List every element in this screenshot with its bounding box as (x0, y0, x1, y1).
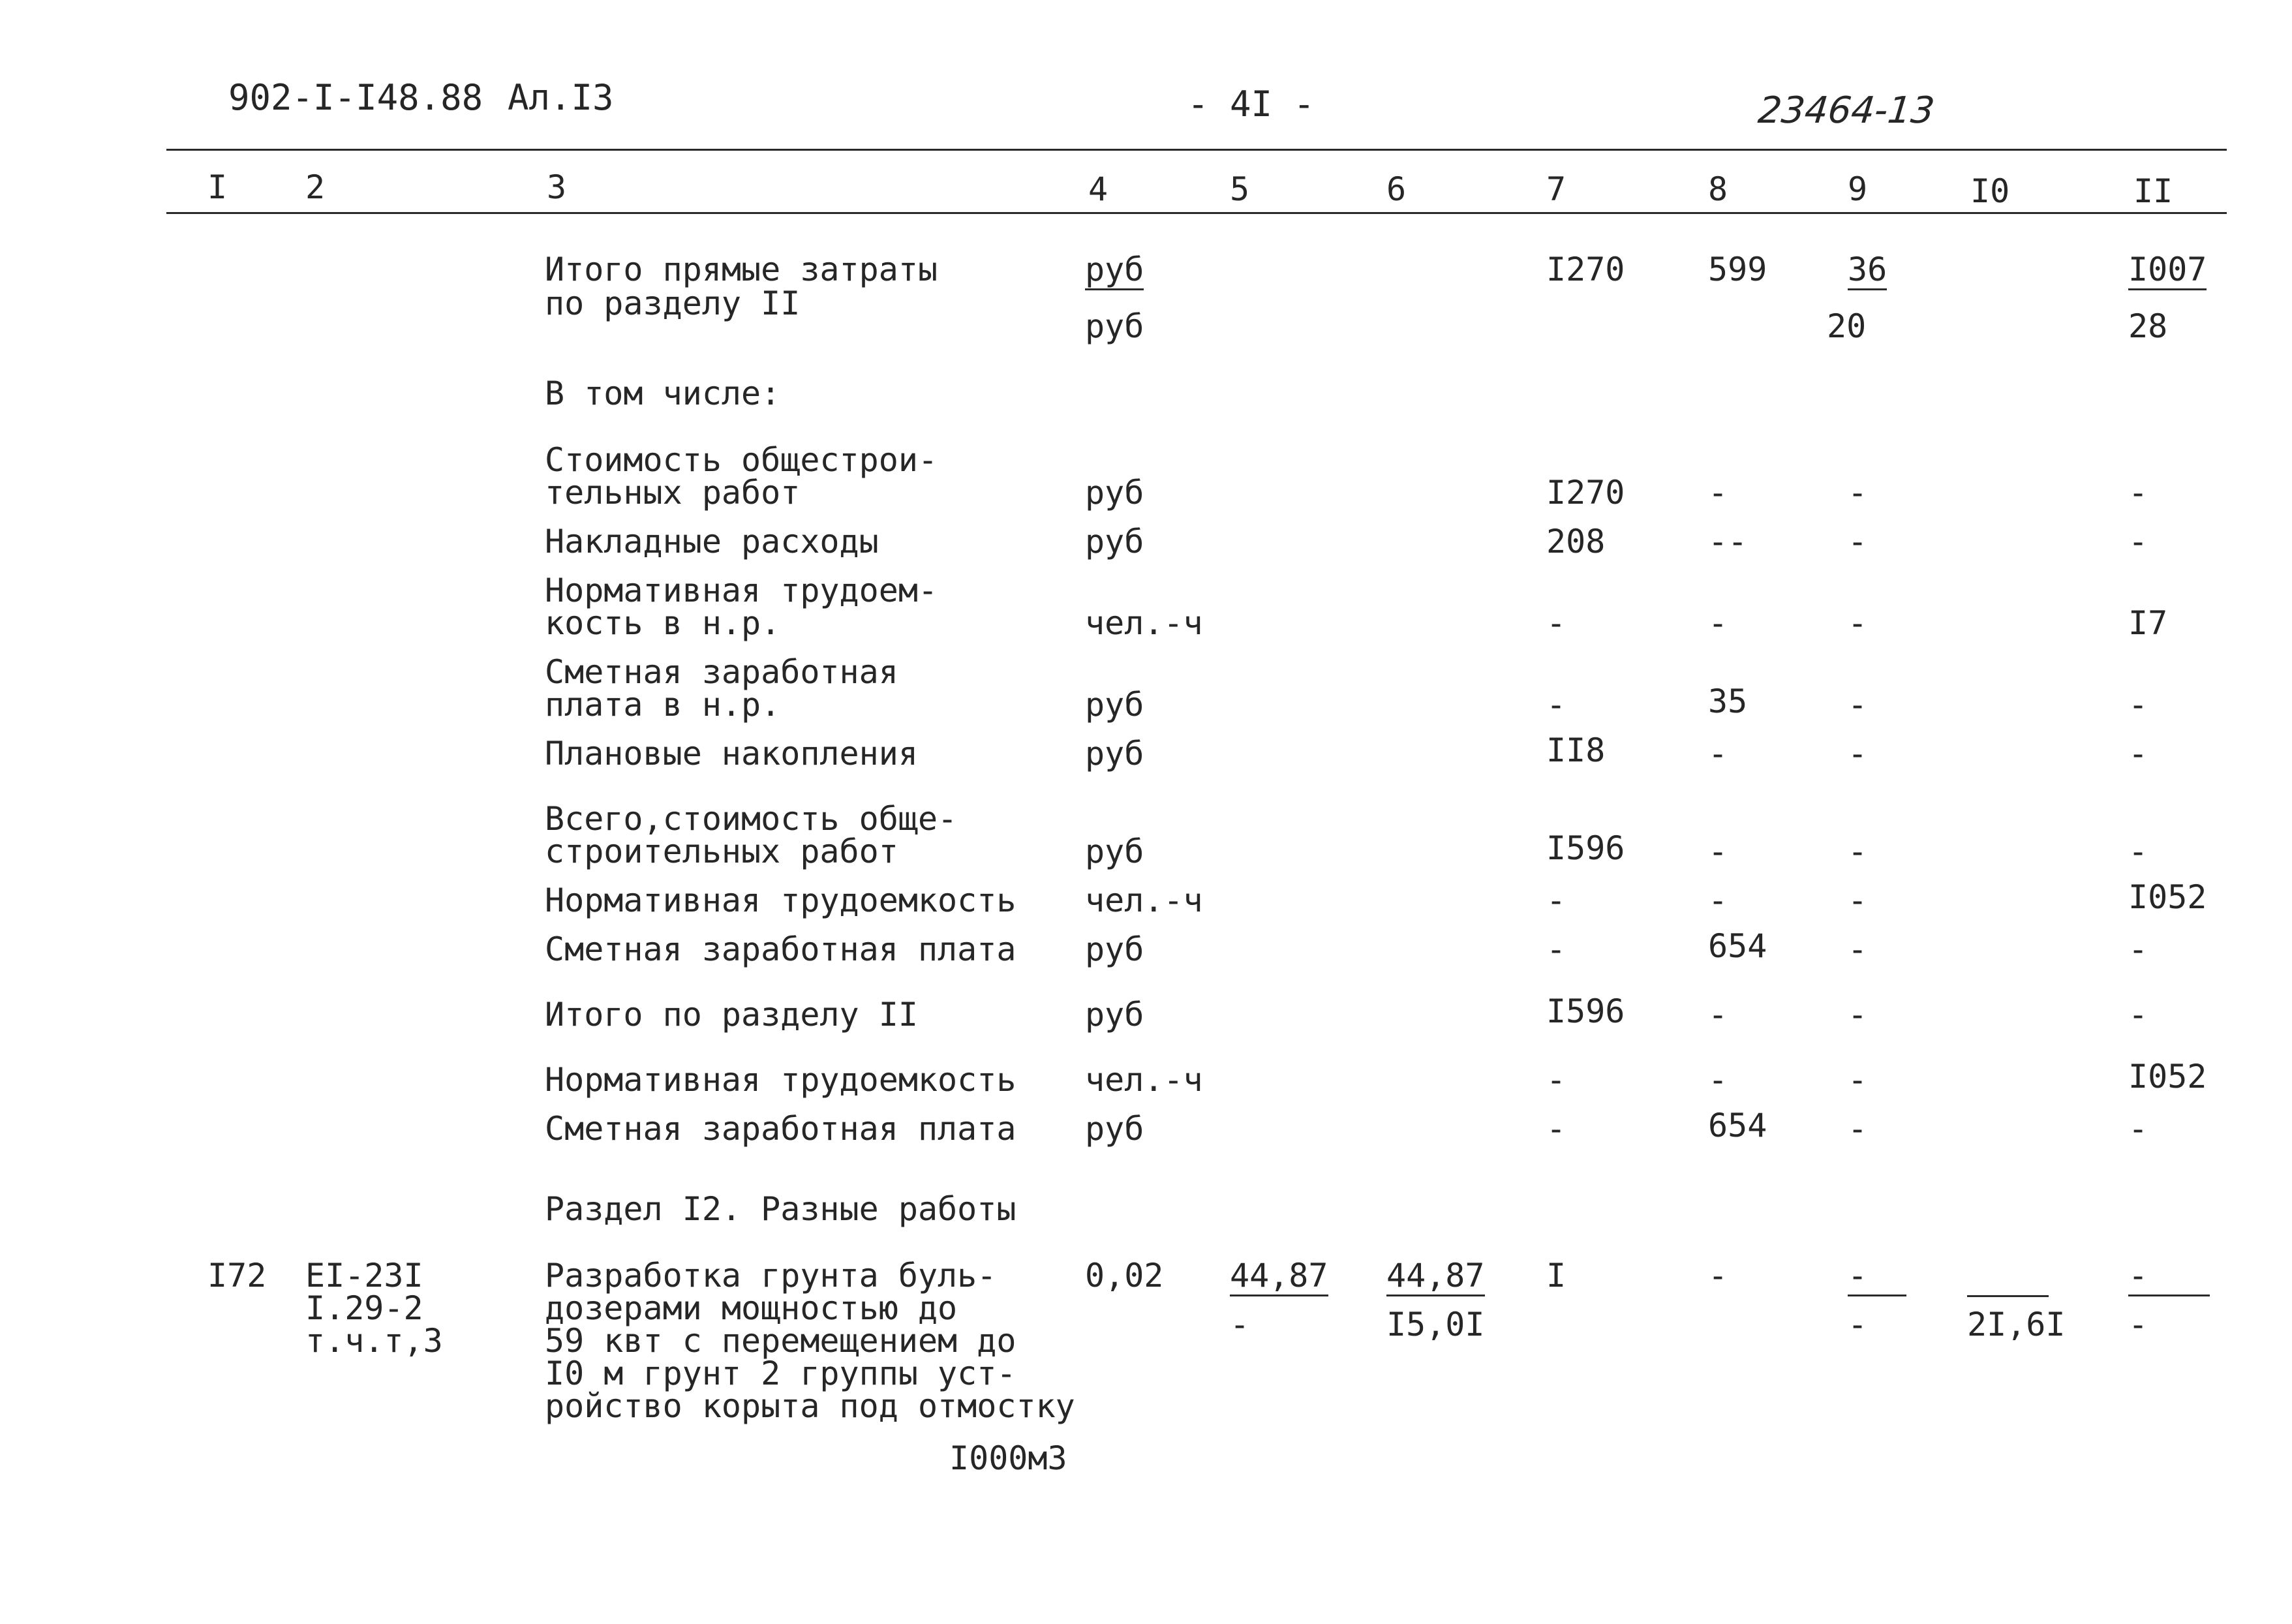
row-label: Нормативная трудоемкость (545, 881, 1016, 919)
cell-c11: I052 (2128, 878, 2207, 916)
row-label: Нормативная трудоем- (545, 572, 938, 609)
cell-c11-numerator: - (2128, 1259, 2210, 1296)
item-code: I.29-2 (305, 1289, 423, 1327)
col-header-7: 7 (1546, 170, 1566, 208)
col-header-1: I (207, 168, 228, 206)
item-description: Разработка грунта буль- (545, 1257, 997, 1295)
cell-c9: - (1848, 881, 1868, 919)
section-heading: Раздел I2. Разные работы (545, 1190, 1016, 1228)
cell-c11: - (2128, 930, 2148, 968)
cell-c9: - (1848, 523, 1868, 560)
item-code: EI-23I (305, 1257, 423, 1295)
cell-c8: - (1708, 996, 1728, 1034)
cell-c9: - (1848, 735, 1868, 773)
row-label: кость в н.р. (545, 604, 781, 642)
col-header-11: II (2133, 172, 2173, 210)
cell-c8: -- (1708, 523, 1748, 560)
item-description: 59 квт с перемещением до (545, 1322, 1016, 1360)
row-label: по разделу II (545, 284, 801, 322)
cell-c8: - (1708, 735, 1728, 773)
cell-c7: I270 (1546, 474, 1625, 512)
table-top-rule (166, 149, 2227, 151)
row-label: Всего,стоимость обще- (545, 800, 958, 838)
cell-c8: 654 (1708, 1107, 1767, 1144)
cell-unit: руб (1085, 686, 1144, 724)
cell-unit: руб (1085, 1110, 1144, 1148)
cell-c9: - (1848, 833, 1868, 870)
item-number: I72 (207, 1257, 267, 1295)
cell-c11: - (2128, 686, 2148, 724)
cell-c9-numerator: 36 (1848, 253, 1887, 290)
cell-c10-fraction-line (1967, 1295, 2049, 1297)
row-label: Итого по разделу II (545, 996, 918, 1034)
cell-c9-numerator: - (1848, 1259, 1906, 1296)
col-header-2: 2 (305, 168, 326, 206)
cell-c8: 654 (1708, 927, 1767, 965)
cell-c7: - (1546, 604, 1566, 642)
archive-number: 23464-13 (1756, 89, 1937, 132)
cell-c7: I (1546, 1257, 1566, 1295)
cell-unit: руб (1085, 735, 1144, 773)
col-header-5: 5 (1230, 170, 1250, 208)
col-header-8: 8 (1708, 170, 1728, 208)
cell-c11: - (2128, 1110, 2148, 1148)
cell-c7: - (1546, 1110, 1566, 1148)
sheet-label: Ал.I3 (508, 77, 614, 118)
cell-c8: - (1708, 881, 1728, 919)
col-header-6: 6 (1386, 170, 1407, 208)
cell-c11-numerator: I007 (2128, 253, 2207, 290)
cell-c7: - (1546, 1061, 1566, 1099)
cell-c7: - (1546, 881, 1566, 919)
cell-c9: - (1848, 604, 1868, 642)
cell-c9: - (1848, 686, 1868, 724)
cell-c11: I052 (2128, 1058, 2207, 1095)
row-label: Сметная заработная плата (545, 1110, 1016, 1148)
cell-c7: I596 (1546, 992, 1625, 1030)
cell-c11: - (2128, 833, 2148, 870)
row-label: Сметная заработная (545, 653, 898, 691)
row-label: Накладные расходы (545, 523, 879, 560)
cell-c9: - (1848, 1061, 1868, 1099)
cell-c9: - (1848, 474, 1868, 512)
cell-c8: - (1708, 474, 1728, 512)
col-header-4: 4 (1088, 170, 1108, 208)
cell-c11: - (2128, 474, 2148, 512)
cell-c5-denominator: - (1230, 1306, 1250, 1343)
cell-unit: руб (1085, 833, 1144, 870)
cell-c9: - (1848, 996, 1868, 1034)
cell-c4: 0,02 (1085, 1257, 1164, 1295)
cell-c9: - (1848, 930, 1868, 968)
unit-numerator: руб (1085, 253, 1144, 290)
document-code: 902-I-I48.88 (228, 77, 483, 118)
cell-c5-numerator: 44,87 (1230, 1259, 1328, 1296)
cell-unit: чел.-ч (1085, 881, 1203, 919)
cell-c8: 599 (1708, 251, 1767, 288)
row-label: Плановые накопления (545, 735, 918, 773)
cell-c8: - (1708, 1257, 1728, 1295)
cell-c11: - (2128, 735, 2148, 773)
item-description: I0 м грунт 2 группы уст- (545, 1355, 1016, 1392)
row-label: строительных работ (545, 833, 898, 870)
cell-unit: руб (1085, 930, 1144, 968)
cell-c11: - (2128, 523, 2148, 560)
page-number: - 4I - (1187, 84, 1315, 125)
row-label: Нормативная трудоемкость (545, 1061, 1016, 1099)
subheading-including: В том числе: (545, 375, 781, 412)
table-header-rule (166, 212, 2227, 214)
cell-unit: руб (1085, 523, 1144, 560)
col-header-10: I0 (1970, 172, 2010, 210)
cell-c11: - (2128, 996, 2148, 1034)
cell-c7: II8 (1546, 731, 1606, 769)
row-label: плата в н.р. (545, 686, 781, 724)
cell-c11: I7 (2128, 604, 2168, 642)
item-description: дозерами мощностью до (545, 1289, 958, 1327)
col-header-3: 3 (547, 168, 567, 206)
cell-c8: - (1708, 604, 1728, 642)
row-label: Итого прямые затраты (545, 251, 938, 288)
cell-c7: I596 (1546, 829, 1625, 867)
col-header-9: 9 (1848, 170, 1868, 208)
cell-c9: - (1848, 1110, 1868, 1148)
item-unit-measure: I000м3 (949, 1439, 1067, 1477)
cell-c7: - (1546, 930, 1566, 968)
item-code: т.ч.т,3 (305, 1322, 443, 1360)
cell-c9-denominator: 20 (1827, 307, 1867, 345)
cell-c11-denominator: - (2128, 1306, 2148, 1343)
cell-c8: 35 (1708, 682, 1748, 720)
cell-c9-denominator: - (1848, 1306, 1868, 1343)
cell-c8: - (1708, 1061, 1728, 1099)
cell-c8: - (1708, 833, 1728, 870)
cell-c7: - (1546, 686, 1566, 724)
row-label: тельных работ (545, 474, 801, 512)
cell-c7: I270 (1546, 251, 1625, 288)
cell-c10-denominator: 2I,6I (1967, 1306, 2066, 1343)
cell-unit: чел.-ч (1085, 1061, 1203, 1099)
unit-denominator: руб (1085, 307, 1144, 345)
cell-c7: 208 (1546, 523, 1606, 560)
cell-c11-denominator: 28 (2128, 307, 2168, 345)
cell-unit: чел.-ч (1085, 604, 1203, 642)
cell-c6-numerator: 44,87 (1386, 1259, 1485, 1296)
cell-unit: руб (1085, 996, 1144, 1034)
cell-c6-denominator: I5,0I (1386, 1306, 1485, 1343)
row-label: Сметная заработная плата (545, 930, 1016, 968)
item-description: ройство корыта под отмостку (545, 1387, 1075, 1425)
cell-unit: руб (1085, 474, 1144, 512)
row-label: Стоимость общестрои- (545, 441, 938, 479)
